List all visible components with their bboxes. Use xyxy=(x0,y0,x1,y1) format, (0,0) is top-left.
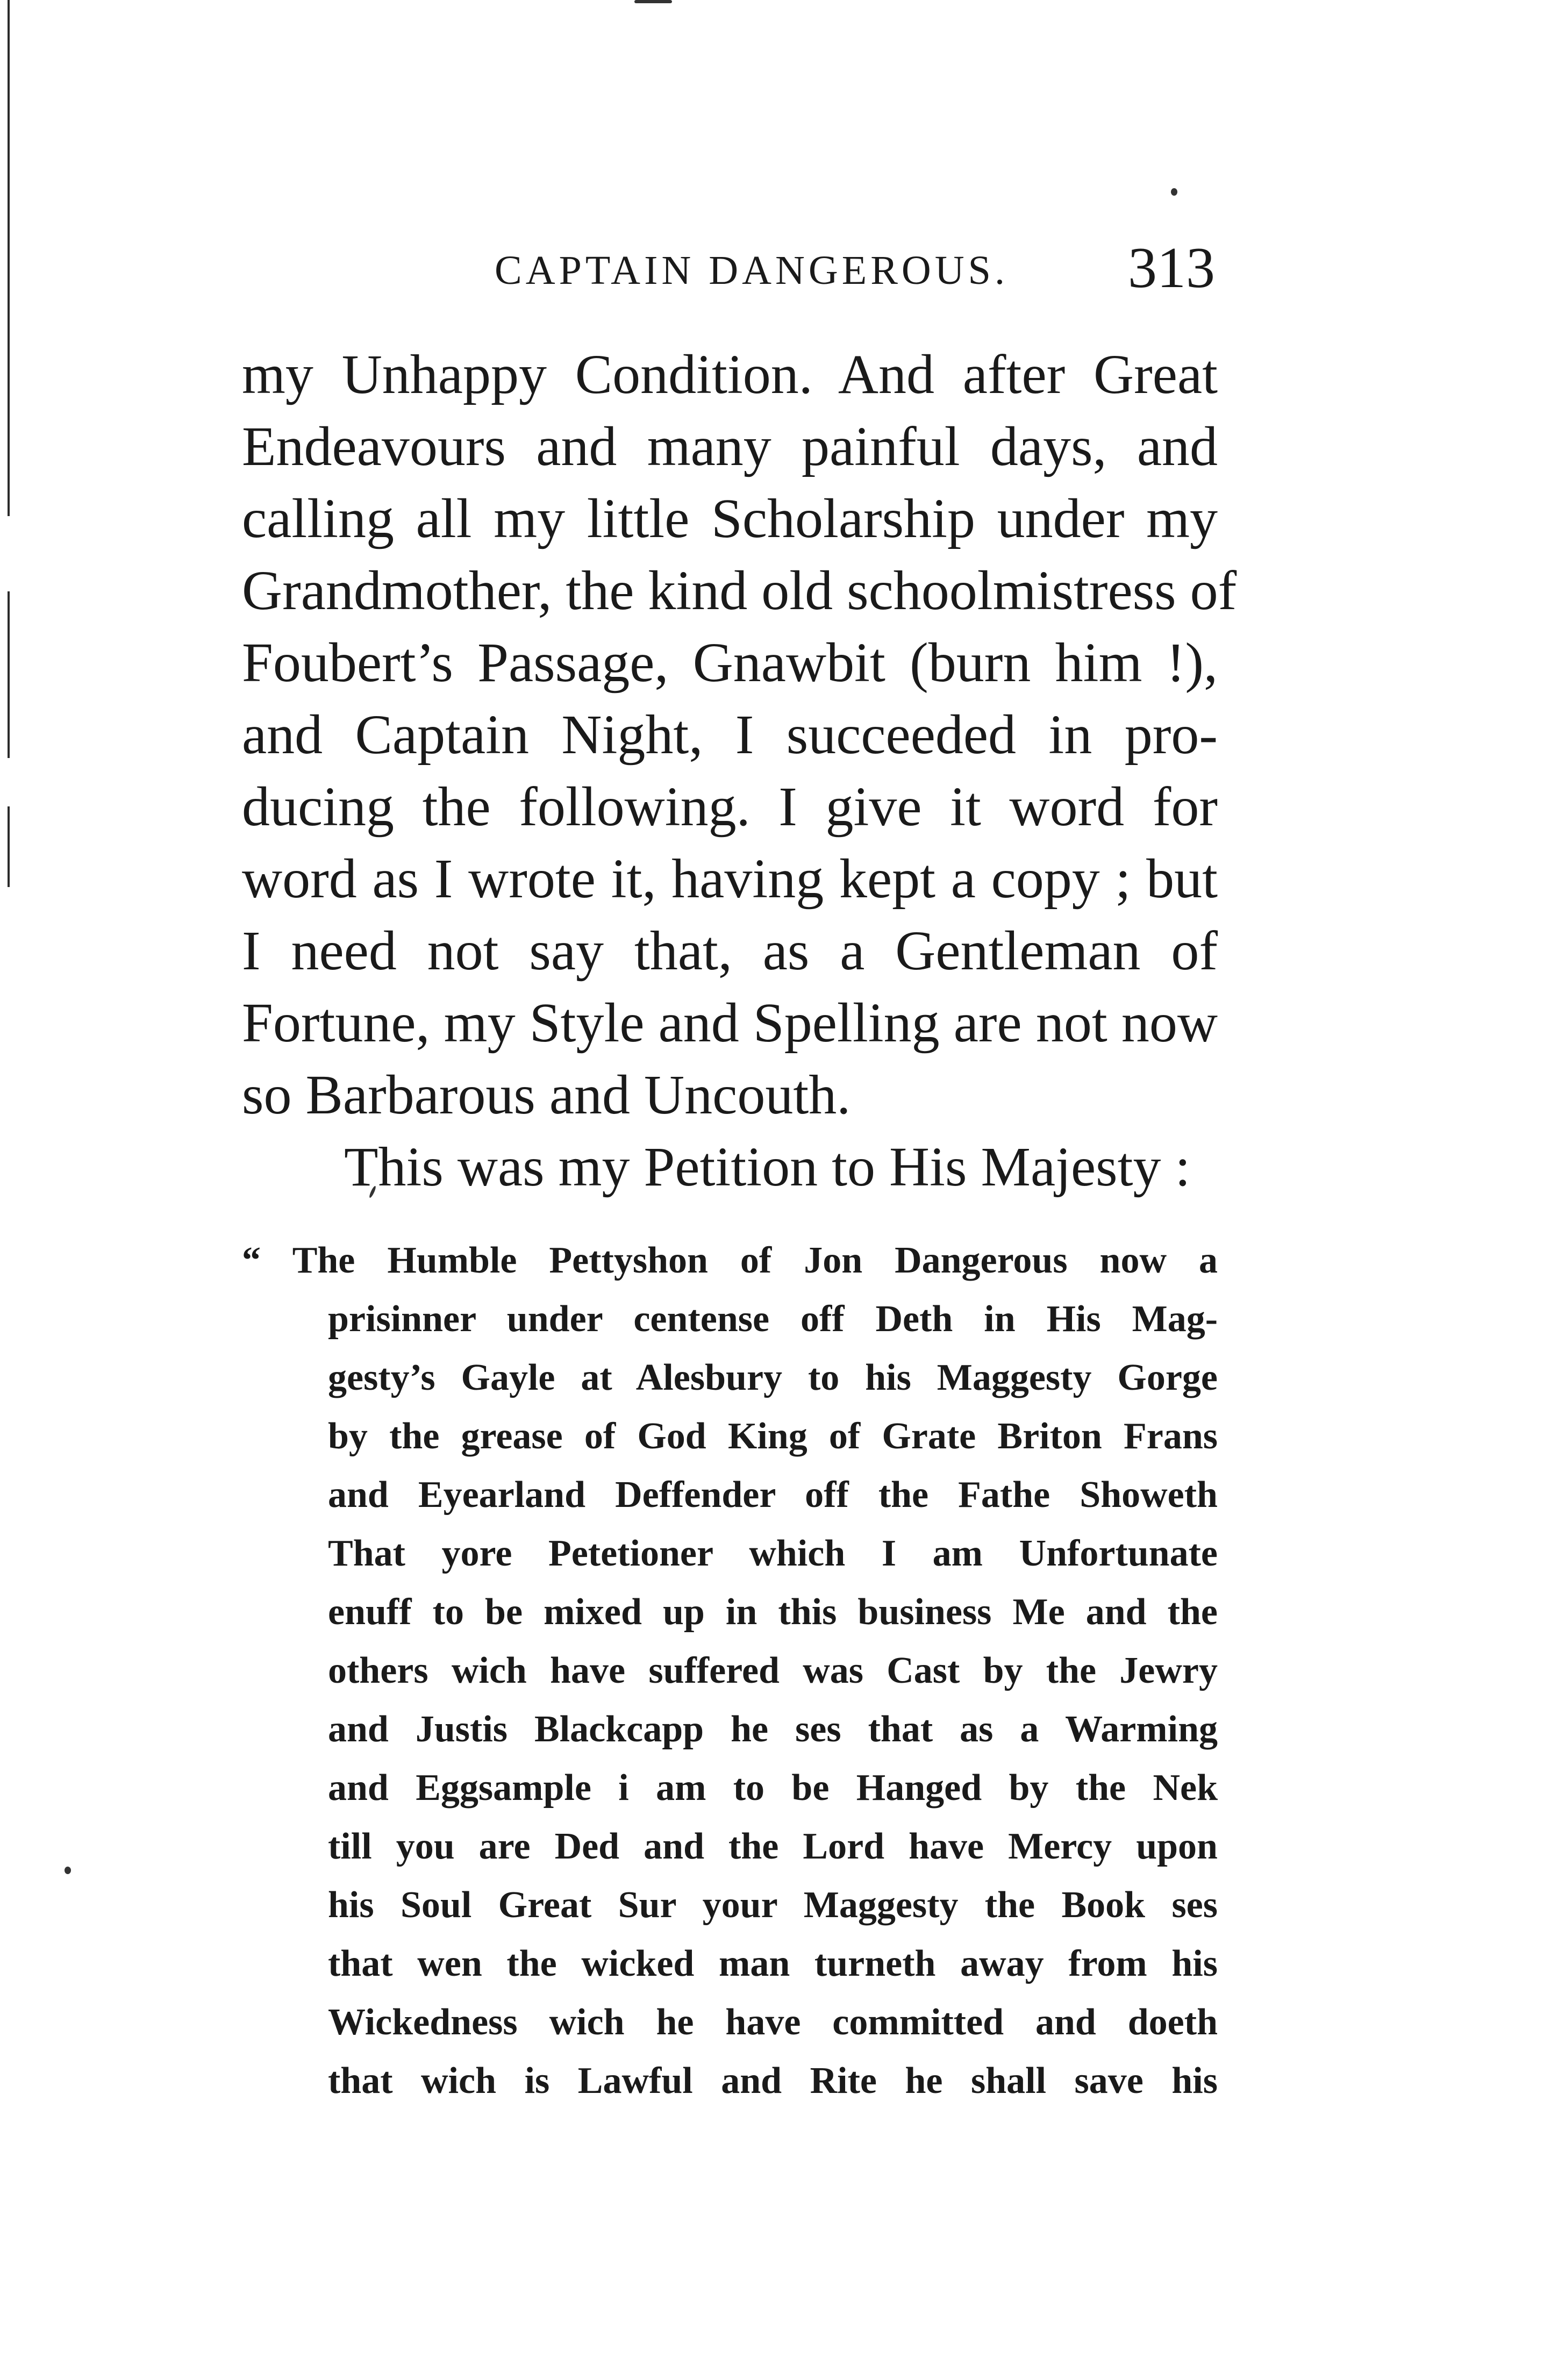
text-line: ducing the following. I give it word for xyxy=(242,776,1218,838)
running-head xyxy=(237,236,1215,300)
petition-line: That yore Petetioner which I am Unfortunate xyxy=(328,1533,1218,1574)
text-line: so Barbarous and Uncouth. xyxy=(242,1064,851,1126)
text-line: my Unhappy Condition. And after Great xyxy=(242,344,1218,405)
text-line: calling all my little Scholarship under my xyxy=(242,488,1218,549)
text-line: Fortune, my Style and Spelling are not now xyxy=(242,992,1218,1054)
petition-line: gesty’s Gayle at Alesbury to his Maggesty Gorge xyxy=(328,1357,1218,1398)
petition-line: “ The Humble Pettyshon of Jon Dangerous now a xyxy=(242,1240,1218,1281)
petition-line: by the grease of God King of Grate Briton Frans xyxy=(328,1416,1218,1457)
print-speck xyxy=(634,0,672,3)
text-line: Grandmother, the kind old schoolmistress of xyxy=(242,560,1237,621)
petition-line: till you are Ded and the Lord have Mercy upon xyxy=(328,1826,1218,1867)
page-edge-line xyxy=(8,591,10,758)
petition-line: his Soul Great Sur your Maggesty the Book ses xyxy=(328,1884,1218,1926)
petition-line: Wickedness wich he have committed and doeth xyxy=(328,2002,1218,2043)
petition-intro: This was my Petition to His Majesty : xyxy=(344,1136,1191,1198)
petition-line: enuff to be mixed up in this business Me and the xyxy=(328,1591,1218,1633)
text-line: and Captain Night, I succeeded in pro- xyxy=(242,704,1218,766)
petition-line: that wich is Lawful and Rite he shall save his xyxy=(328,2060,1218,2102)
petition-line: and Justis Blackcapp he ses that as a Warming xyxy=(328,1709,1218,1750)
running-title: CAPTAIN DANGEROUS. xyxy=(495,248,1009,293)
page-edge-line xyxy=(8,0,10,516)
petition-block xyxy=(242,1231,1218,2110)
print-speck xyxy=(65,1867,71,1874)
petition-line: prisinner under centense off Deth in His Mag- xyxy=(328,1298,1218,1340)
text-line: I need not say that, as a Gentleman of xyxy=(242,920,1218,982)
petition-line: that wen the wicked man turneth away from his xyxy=(328,1943,1218,1984)
petition-line: and Eyearland Deffender off the Fathe Showeth xyxy=(328,1474,1218,1516)
page-edge-line xyxy=(8,806,10,887)
text-line: Foubert’s Passage, Gnawbit (burn him !), xyxy=(242,632,1218,694)
body-text xyxy=(242,339,1237,1203)
text-line: Endeavours and many painful days, and xyxy=(242,416,1218,477)
text-line: word as I wrote it, having kept a copy ; but xyxy=(242,848,1218,910)
petition-line: and Eggsample i am to be Hanged by the Nek xyxy=(328,1767,1218,1809)
page-number: 313 xyxy=(1128,236,1215,300)
print-speck xyxy=(1171,188,1177,196)
petition-line: others wich have suffered was Cast by the Jewry xyxy=(328,1650,1218,1691)
